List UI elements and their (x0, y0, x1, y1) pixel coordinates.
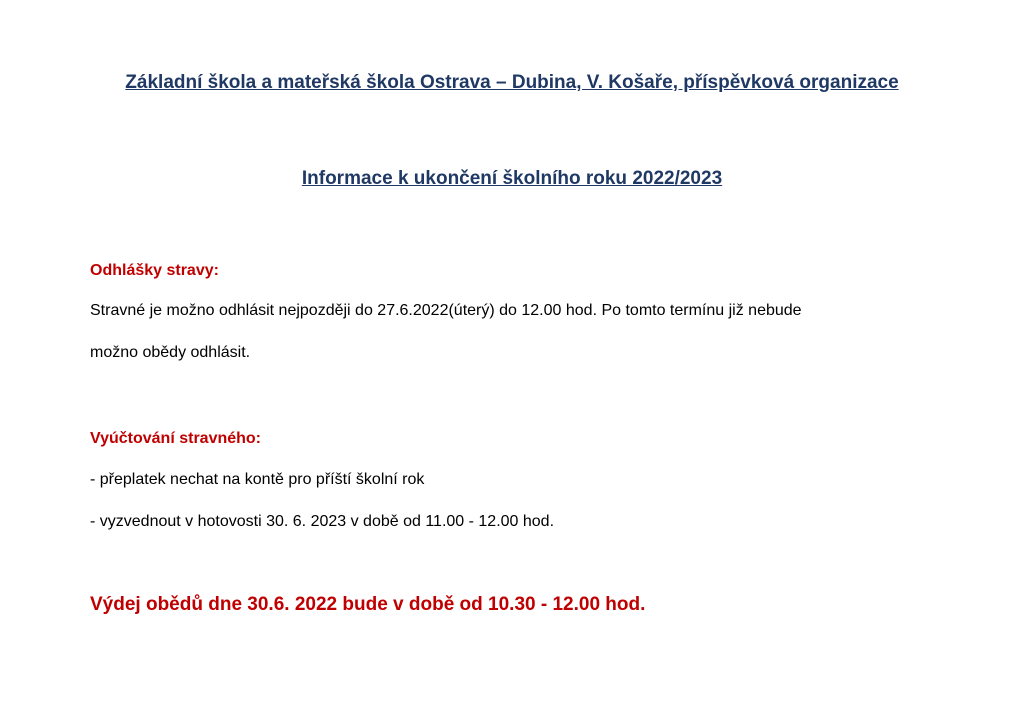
meal-cancellation-text-line-2: možno obědy odhlásit. (90, 344, 251, 361)
school-name-heading: Základní škola a mateřská škola Ostrava – Dubina, V. Košaře, příspěvková organizace (125, 72, 899, 93)
meal-billing-option-1: - přeplatek nechat na kontě pro příští školní rok (90, 471, 425, 488)
document-title: Informace k ukončení školního roku 2022/2023 (301, 168, 723, 189)
meal-cancellation-text-line-1: Stravné je možno odhlásit nejpozději do 27.6.2022(úterý) do 12.00 hod. Po tomto termínu již nebude (90, 302, 802, 319)
meal-billing-option-2: - vyzvednout v hotovosti 30. 6. 2023 v době od 11.00 - 12.00 hod. (90, 513, 555, 530)
meal-billing-heading: Vyúčtování stravného: (90, 430, 262, 447)
meal-cancellation-heading: Odhlášky stravy: (90, 262, 219, 279)
lunch-service-notice: Výdej obědů dne 30.6. 2022 bude v době od 10.30 - 12.00 hod. (90, 594, 646, 615)
